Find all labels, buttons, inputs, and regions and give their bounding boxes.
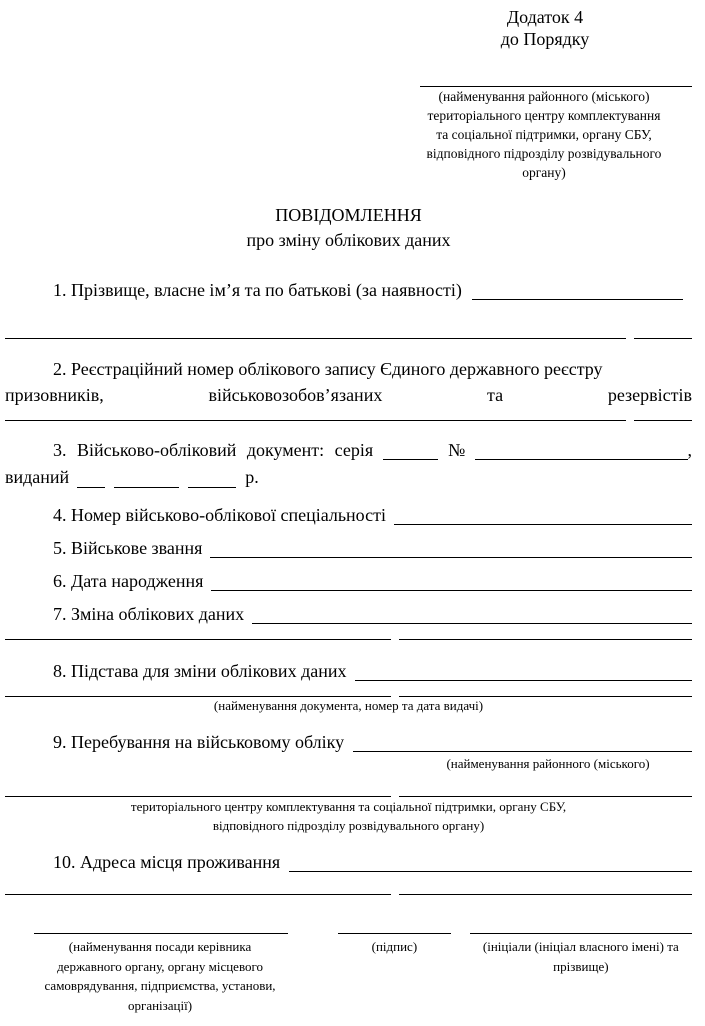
number-blank[interactable] [475, 459, 687, 460]
caption-9b-line: територіального центру комплектування та соціальної підтримки, органу СБУ, [130, 799, 567, 814]
line-segment [5, 639, 391, 640]
document-title [5, 203, 692, 253]
signature-name-caption-line: (ініціали (ініціал власного імені) та [482, 939, 679, 954]
field-label-2-line2 [5, 382, 692, 408]
signature-position-caption-line: організації) [127, 997, 193, 1013]
org-caption-line: відповідного підрозділу розвідувального [426, 146, 662, 161]
appendix-line-1: Додаток 4 [506, 7, 584, 27]
field-row-3-line2 [5, 463, 692, 491]
issue-day-blank[interactable] [77, 487, 105, 488]
field-2-word: та [487, 385, 504, 405]
field-row-5 [5, 535, 692, 561]
field-caption-8: (найменування документа, номер та дата видачі) [213, 698, 484, 713]
write-in-line-9[interactable] [5, 772, 692, 797]
write-in-line-7[interactable] [5, 627, 692, 640]
appendix-line-2: до Порядку [500, 29, 590, 49]
field-label-10: 10. Адреса місця проживання [53, 852, 281, 872]
line-segment [399, 639, 692, 640]
caption-9b-line: відповідного підрозділу розвідувального органу) [212, 818, 485, 833]
field-label-1: 1. Прізвище, власне ім’я та по батькові (за наявності) [53, 280, 462, 300]
line-segment [634, 338, 692, 339]
field-blank-6[interactable] [211, 590, 692, 591]
field-caption-9b [5, 797, 692, 835]
year-suffix: р. [245, 467, 259, 487]
line-segment [634, 420, 692, 421]
field-label-8: 8. Підстава для зміни облікових даних [53, 661, 347, 681]
org-caption-line: територіального центру комплектування [427, 108, 661, 123]
line-segment [5, 894, 391, 895]
field-row-1 [5, 277, 692, 303]
signature-position-caption-line: (найменування посади керівника [68, 939, 252, 954]
title-line-1: ПОВІДОМЛЕННЯ [275, 205, 422, 225]
write-in-line-2[interactable] [5, 408, 692, 421]
title-line-2: про зміну облікових даних [246, 230, 451, 250]
org-name-blank[interactable] [420, 50, 692, 87]
issue-month-blank[interactable] [114, 487, 179, 488]
field-row-8 [5, 658, 692, 684]
field-label-9: 9. Перебування на військовому обліку [53, 732, 345, 752]
field-blank-1[interactable] [472, 299, 683, 300]
signature-sign-column [338, 933, 451, 957]
signature-name-caption-line: прізвище) [553, 958, 609, 974]
org-name-caption [396, 87, 692, 182]
field-2-word: військовозобов’язаних [208, 385, 383, 405]
line-segment [399, 894, 692, 895]
signature-name-column [470, 933, 692, 976]
field-row-9 [5, 729, 692, 755]
issue-year-blank[interactable] [188, 487, 236, 488]
field-label-4: 4. Номер військово-облікової спеціальності [53, 505, 386, 525]
comma-text: , [687, 440, 692, 460]
field-row-3 [5, 437, 692, 463]
line-segment [5, 420, 626, 421]
issued-label: виданий [5, 467, 70, 487]
field-label-5: 5. Військове звання [53, 538, 203, 558]
field-row-6 [5, 568, 692, 594]
field-row-7 [5, 601, 692, 627]
field-blank-5[interactable] [210, 557, 692, 558]
field-label-6: 6. Дата народження [53, 571, 204, 591]
field-2-word: резервістів [607, 385, 692, 405]
write-in-line-10[interactable] [5, 875, 692, 895]
field-blank-4[interactable] [394, 524, 692, 525]
signature-sign-blank[interactable] [338, 933, 451, 934]
field-blank-7[interactable] [252, 623, 692, 624]
field-blank-10[interactable] [289, 871, 692, 872]
signature-position-column [20, 933, 300, 1015]
signature-position-caption-line: самоврядування, підприємства, установи, [44, 978, 276, 993]
field-caption-9a: (найменування районного (міського) [446, 756, 650, 771]
field-label-3: 3. Військово-обліковий документ: серія [53, 440, 374, 460]
field-row-10 [5, 849, 692, 875]
signature-position-blank[interactable] [34, 933, 288, 934]
field-blank-9[interactable] [353, 751, 692, 752]
signature-sign-caption: (підпис) [371, 939, 418, 954]
write-in-line-8[interactable] [5, 684, 692, 697]
signature-name-blank[interactable] [470, 933, 692, 934]
write-in-line-1[interactable] [5, 303, 692, 339]
field-blank-8[interactable] [355, 680, 692, 681]
field-label-7: 7. Зміна облікових даних [53, 604, 245, 624]
series-blank[interactable] [383, 459, 438, 460]
appendix-header [445, 6, 645, 50]
signature-block [5, 933, 692, 1015]
org-caption-line: (найменування районного (міського) [438, 89, 650, 104]
field-label-2-line1: 2. Реєстраційний номер облікового запису Єдиного державного реєстру [53, 359, 603, 379]
org-caption-line: органу) [522, 165, 566, 180]
org-caption-line: та соціальної підтримки, органу СБУ, [436, 127, 652, 142]
field-row-4 [5, 502, 692, 528]
number-sign: № [448, 440, 466, 460]
field-2-word: призовників, [5, 385, 104, 405]
signature-position-caption-line: державного органу, органу місцевого [57, 958, 264, 974]
line-segment [5, 338, 626, 339]
